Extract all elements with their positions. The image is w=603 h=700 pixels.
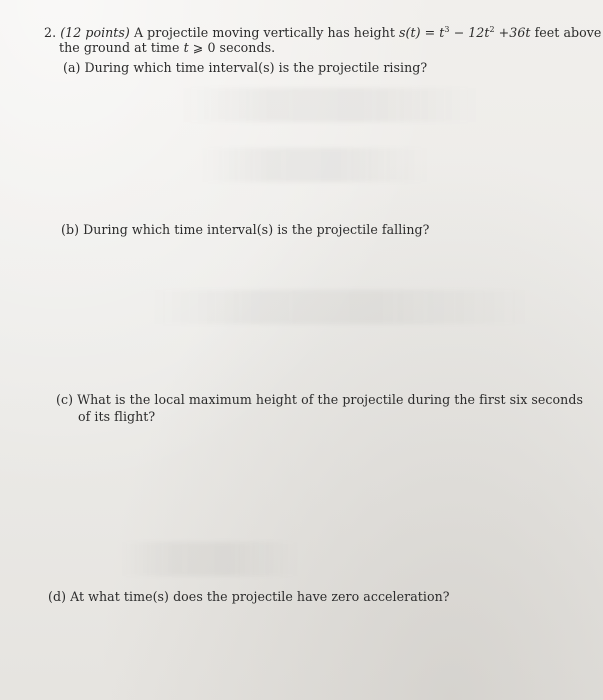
part-d-question: (d) At what time(s) does the projectile have zero acceleration? bbox=[48, 589, 450, 604]
part-a-question: (a) During which time interval(s) is the projectile rising? bbox=[63, 60, 428, 75]
show-through-smudge bbox=[180, 88, 480, 122]
problem-points: (12 points) bbox=[60, 25, 130, 40]
show-through-smudge bbox=[150, 290, 530, 324]
function-lhs: s(t) = t bbox=[399, 25, 445, 40]
exponent-three: 3 bbox=[444, 24, 450, 34]
ground-time-text: the ground at time bbox=[59, 40, 180, 55]
time-condition: ⩾ 0 seconds. bbox=[188, 40, 276, 55]
problem-header-line bbox=[44, 25, 601, 40]
function-term-two: − 12t bbox=[449, 25, 490, 40]
problem-intro: A projectile moving vertically has height bbox=[133, 25, 395, 40]
height-function bbox=[399, 25, 531, 40]
part-b-question: (b) During which time interval(s) is the projectile falling? bbox=[61, 222, 430, 237]
problem-number: 2. bbox=[44, 25, 57, 40]
function-term-three: +36t bbox=[494, 25, 531, 40]
problem-second-line bbox=[59, 40, 275, 55]
part-c-question-line1: (c) What is the local maximum height of the projectile during the first six seconds bbox=[56, 392, 583, 407]
part-c-question-line2: of its flight? bbox=[78, 409, 156, 424]
exponent-two: 2 bbox=[489, 24, 495, 34]
show-through-smudge bbox=[200, 148, 430, 182]
time-variable: t bbox=[183, 40, 189, 55]
problem-intro-end: feet above bbox=[530, 25, 602, 40]
show-through-smudge bbox=[120, 542, 300, 576]
